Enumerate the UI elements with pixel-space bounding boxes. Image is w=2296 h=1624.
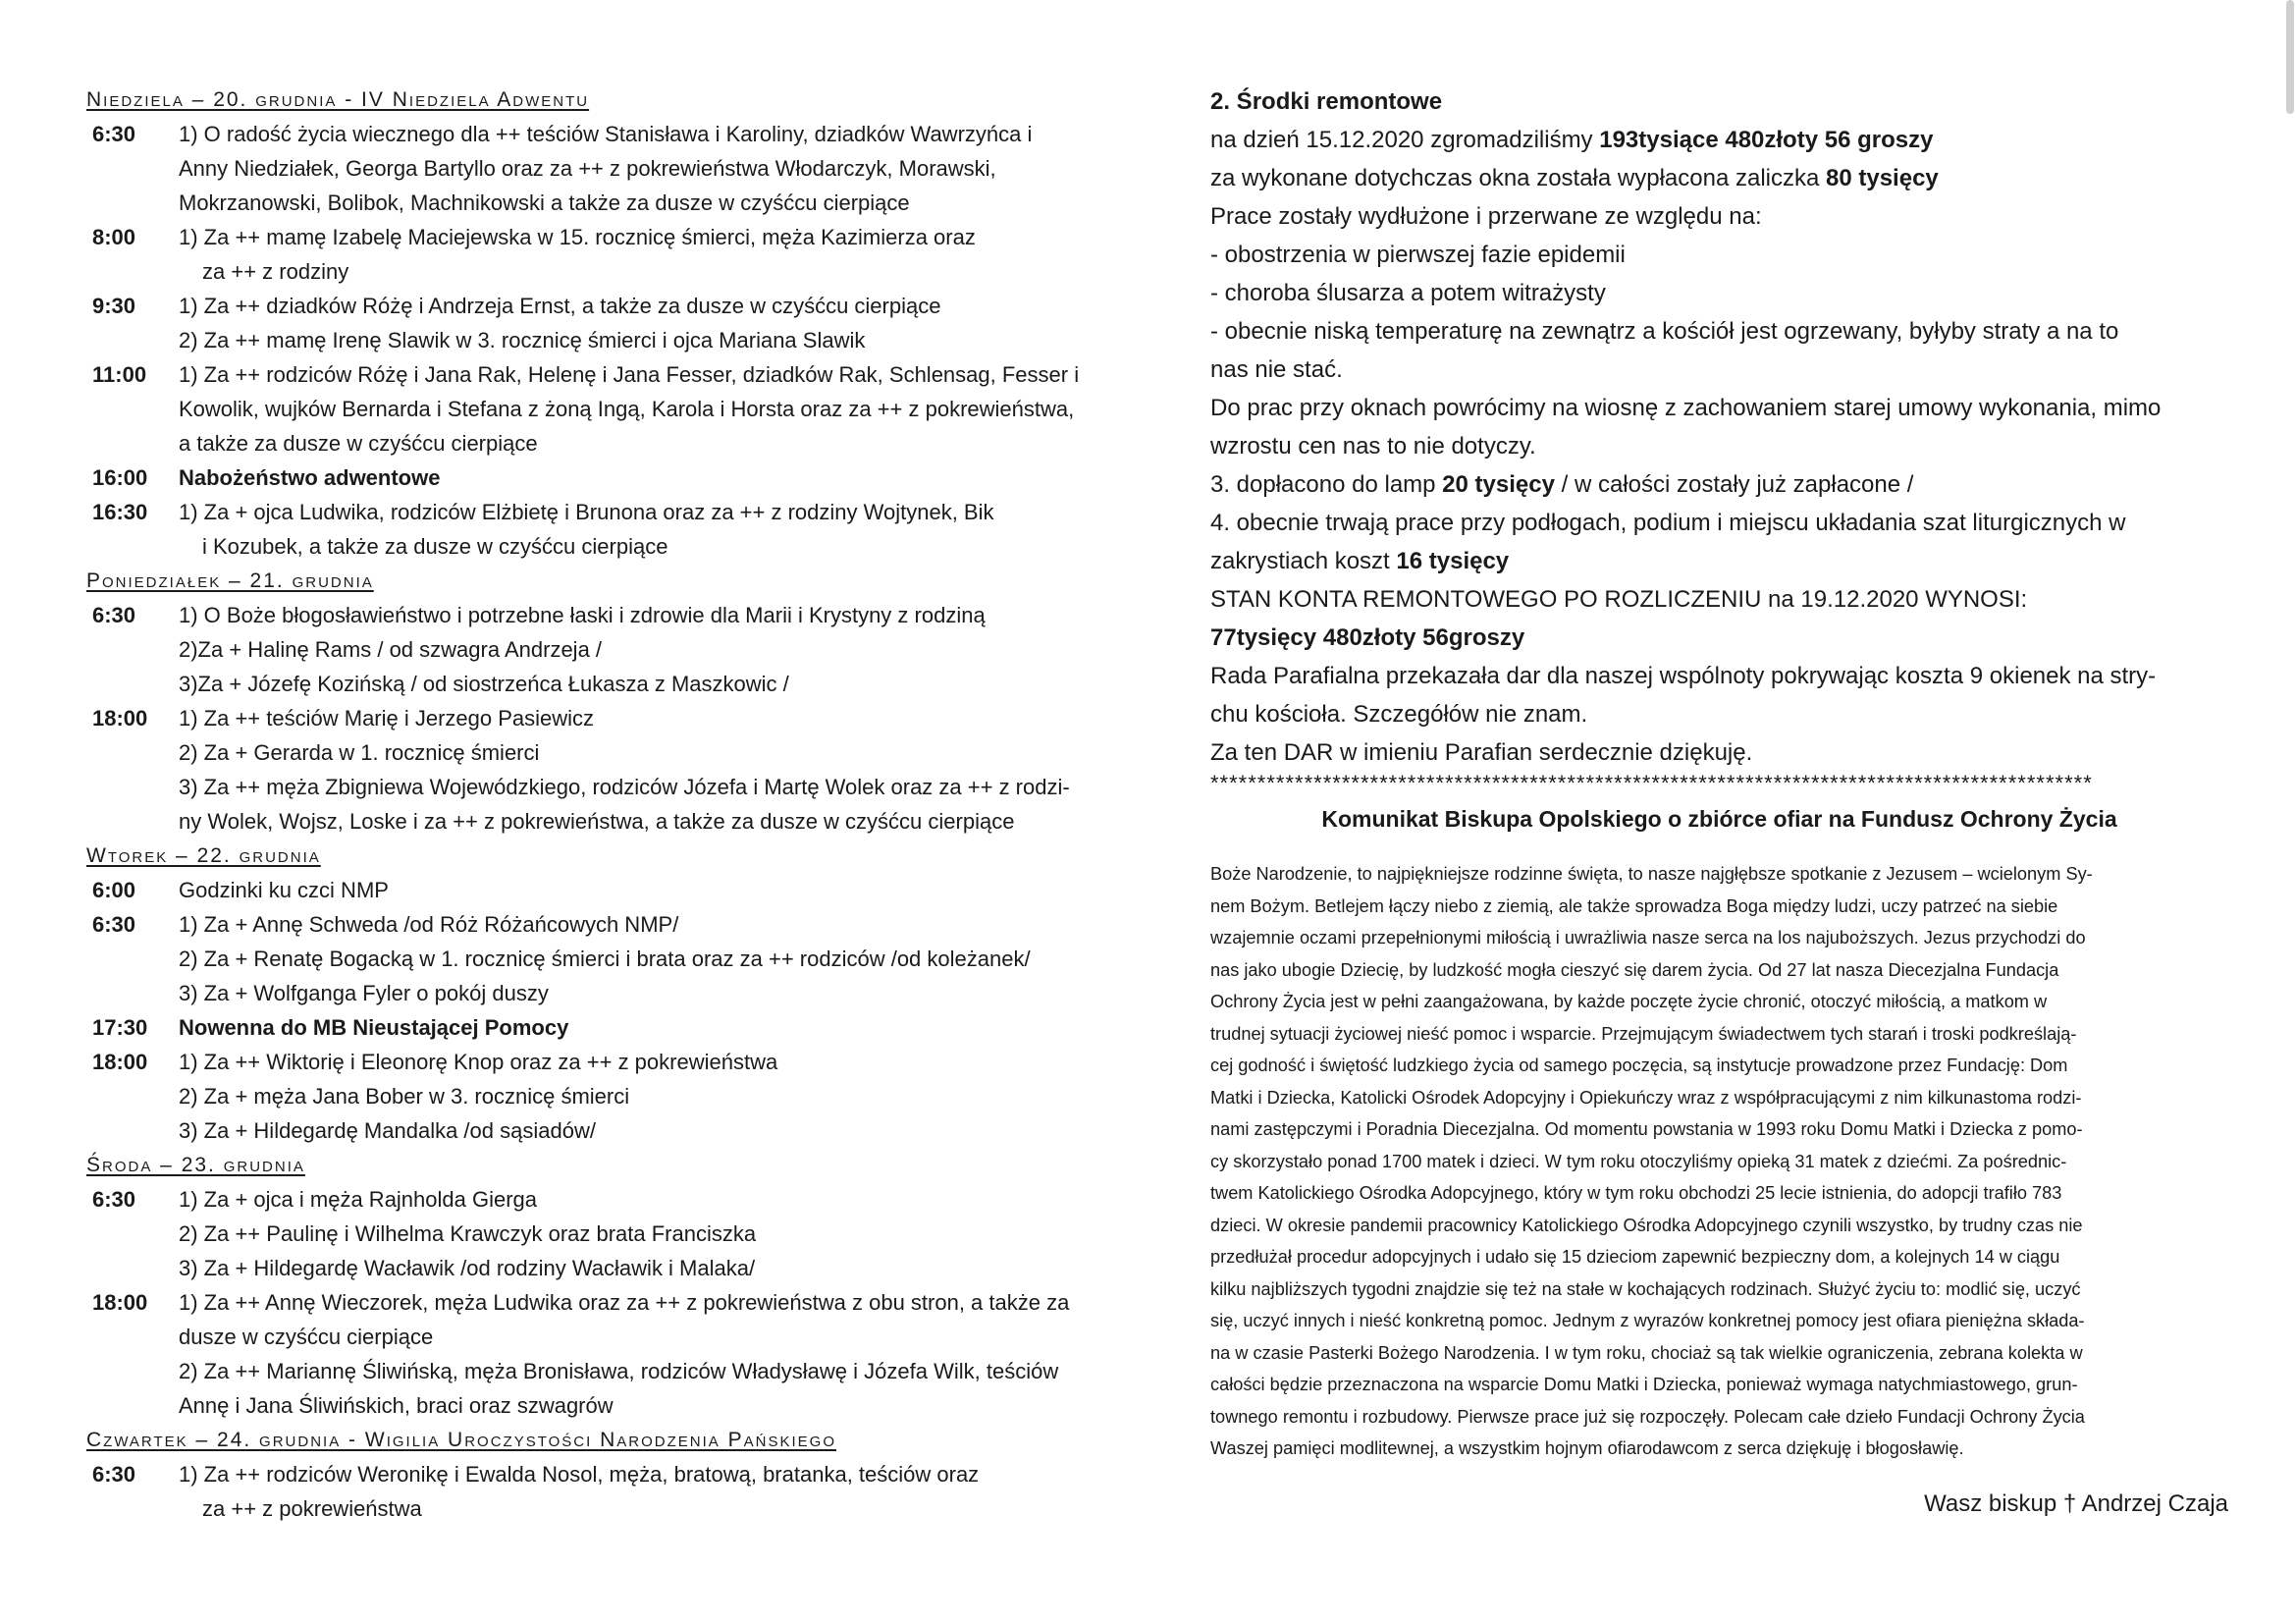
intention-line: 3)Za + Józefę Kozińską / od siostrzeńca Łukasza z Maszkowic / (179, 672, 789, 696)
mass-time: 17:30 (92, 1015, 148, 1040)
renovation-text: za wykonane dotychczas okna została wypłacona zaliczka (1210, 165, 1826, 191)
mass-entry (86, 701, 1119, 839)
intention-line: 1) Za ++ mamę Izabelę Maciejewska w 15. rocznicę śmierci, męża Kazimierza oraz (179, 225, 976, 249)
renovation-section (1210, 82, 2228, 772)
mass-entry (86, 357, 1119, 460)
renovation-line (1210, 695, 2228, 733)
renovation-text: - obostrzenia w pierwszej fazie epidemii (1210, 242, 1626, 268)
renovation-line (1210, 197, 2228, 236)
mass-time: 6:30 (92, 1462, 136, 1487)
renovation-line (1210, 389, 2228, 427)
mass-time: 6:30 (92, 1187, 136, 1212)
intention-line: 2) Za ++ mamę Irenę Slawik w 3. rocznicę śmierci i ojca Mariana Slawik (179, 328, 866, 352)
communique-line: Boże Narodzenie, to najpiękniejsze rodzinne święta, to nasze najgłębsze spotkanie z Jezusem – wcielonym Sy- (1210, 864, 2093, 884)
renovation-line (1210, 619, 2228, 657)
mass-entry (86, 907, 1119, 1010)
renovation-text: Rada Parafialna przekazała dar dla naszej wspólnoty pokrywając koszta 9 okienek na stry- (1210, 663, 2157, 689)
intention-line: 2) Za ++ Mariannę Śliwińską, męża Bronisława, rodziców Władysławę i Józefa Wilk, teściów (179, 1359, 1059, 1383)
mass-intentions (179, 495, 1119, 564)
communique-line: kilku najbliższych tygodni znajdzie się też na stałe w kochających rodzinach. Służyć życiu to: modlić się, uczyć (1210, 1278, 2081, 1299)
mass-intentions (179, 598, 1119, 701)
intention-line: 2) Za ++ Paulinę i Wilhelma Krawczyk oraz brata Franciszka (179, 1221, 757, 1246)
intention-line: Godzinki ku czci NMP (179, 878, 389, 902)
renovation-text: - choroba ślusarza a potem witrażysty (1210, 280, 1606, 306)
communique-title: Komunikat Biskupa Opolskiego o zbiórce ofiar na Fundusz Ochrony Życia (1321, 806, 2117, 832)
communique-line: Ochrony Życia jest w pełni zaangażowana, by każde poczęte życie chronić, otoczyć miłością, a matkom w (1210, 992, 2048, 1011)
intention-line: 1) Za + ojca i męża Rajnholda Gierga (179, 1187, 538, 1212)
communique-line: całości będzie przeznaczona na wsparcie Domu Matki i Dziecka, ponieważ wymaga natychmiastowego, grun- (1210, 1375, 2078, 1394)
renovation-line (1210, 82, 2228, 121)
renovation-text: Za ten DAR w imieniu Parafian serdecznie dziękuję. (1210, 739, 1753, 766)
intention-line: 1) Za ++ Annę Wieczorek, męża Ludwika oraz za ++ z pokrewieństwa z obu stron, a także za (179, 1290, 1070, 1315)
renovation-text: wzrostu cen nas to nie dotyczy. (1210, 433, 1536, 460)
renovation-line (1210, 312, 2228, 351)
intention-line: 2) Za + Gerarda w 1. rocznicę śmierci (179, 740, 540, 765)
renovation-amount: 20 tysięcy (1442, 471, 1555, 498)
intention-line: 1) Za + ojca Ludwika, rodziców Elżbietę i Brunona oraz za ++ z rodziny Wojtynek, Bik (179, 500, 994, 524)
renovation-line (1210, 236, 2228, 274)
mass-entry (86, 598, 1119, 701)
mass-time: 6:30 (92, 912, 136, 937)
renovation-text: nas nie stać. (1210, 356, 1343, 383)
mass-intentions (179, 1182, 1119, 1285)
intention-line: 1) Za ++ rodziców Różę i Jana Rak, Helenę i Jana Fesser, dziadków Rak, Schlensag, Fesser i (179, 362, 1080, 387)
intention-line: 3) Za + Wolfganga Fyler o pokój duszy (179, 981, 549, 1005)
renovation-text: 3. dopłacono do lamp (1210, 471, 1443, 498)
renovation-amount: 16 tysięcy (1396, 548, 1510, 574)
intention-line: Mokrzanowski, Bolibok, Machnikowski a także za dusze w czyśćcu cierpiące (179, 190, 910, 215)
renovation-amount: 77tysięcy 480złoty 56groszy (1210, 624, 1525, 651)
mass-entry (86, 460, 1119, 495)
intention-line: 1) O radość życia wiecznego dla ++ teściów Stanisława i Karoliny, dziadków Wawrzyńca i (179, 122, 1033, 146)
renovation-text: zakrystiach koszt (1210, 548, 1397, 574)
renovation-line (1210, 465, 2228, 504)
intention-line: 1) Za ++ Wiktorię i Eleonorę Knop oraz za ++ z pokrewieństwa (179, 1050, 778, 1074)
mass-entry (86, 117, 1119, 220)
communique-line: przedłużał procedur adopcyjnych i udało się 15 dzieciom zapewnić bezpieczny dom, a kolejnych 14 w ciągu (1210, 1247, 2060, 1267)
mass-time: 8:00 (92, 225, 136, 249)
renovation-text: chu kościoła. Szczegółów nie znam. (1210, 701, 1588, 728)
intention-line: Nowenna do MB Nieustającej Pomocy (179, 1015, 569, 1040)
mass-time: 16:30 (92, 500, 148, 524)
intention-line: 1) Za ++ dziadków Różę i Andrzeja Ernst, a także za dusze w czyśćcu cierpiące (179, 294, 941, 318)
mass-entry (86, 289, 1119, 357)
intention-line: Anny Niedziałek, Georga Bartyllo oraz za ++ z pokrewieństwa Włodarczyk, Morawski, (179, 156, 996, 181)
renovation-text: - obecnie niską temperaturę na zewnątrz a kościół jest ogrzewany, byłyby straty a na to (1210, 318, 2119, 345)
renovation-text: Do prac przy oknach powrócimy na wiosnę z zachowaniem starej umowy wykonania, mimo (1210, 395, 2162, 421)
mass-time: 18:00 (92, 706, 148, 731)
renovation-text: na dzień 15.12.2020 zgromadziliśmy (1210, 127, 1600, 153)
intention-line: 3) Za + Hildegardę Mandalka /od sąsiadów/ (179, 1118, 596, 1143)
mass-intentions (179, 1457, 1119, 1526)
communique-line: wzajemnie oczami przepełnionymi miłością i uwrażliwia nasze serca na los najuboższych. Jezus przychodzi do (1210, 928, 2086, 947)
mass-intentions (179, 873, 1119, 907)
renovation-text: STAN KONTA REMONTOWEGO PO ROZLICZENIU na 19.12.2020 WYNOSI: (1210, 586, 2028, 613)
renovation-line (1210, 351, 2228, 389)
communique-line: nami zastępczymi i Poradnia Diecezjalna. Od momentu powstania w 1993 roku Domu Matki i Dziecka z pomo- (1210, 1119, 2083, 1139)
renovation-line (1210, 427, 2228, 465)
day-header: Środa – 23. grudnia (86, 1154, 305, 1176)
mass-time: 9:30 (92, 294, 136, 318)
mass-time: 11:00 (92, 362, 147, 387)
intention-line: Kowolik, wujków Bernarda i Stefana z żoną Ingą, Karola i Horsta oraz za ++ z pokrewieństwa, (179, 397, 1075, 421)
communique-line: dzieci. W okresie pandemii pracownicy Katolickiego Ośrodka Adopcyjnego czynili wszystko, by trudny czas nie (1210, 1215, 2083, 1235)
mass-intentions (179, 1285, 1119, 1423)
renovation-line (1210, 274, 2228, 312)
mass-schedule (86, 82, 1119, 1526)
intention-line: a także za dusze w czyśćcu cierpiące (179, 431, 538, 456)
communique-line: nem Bożym. Betlejem łączy niebo z ziemią, ale także sprowadza Boga między ludzi, uczy patrzeć na siebie (1210, 895, 2058, 916)
communique-line: trudnej sytuacji życiowej nieść pomoc i wsparcie. Przejmującym świadectwem tych starań i troski podkreślają- (1210, 1023, 2077, 1044)
scrollbar[interactable] (2282, 0, 2296, 1624)
mass-time: 16:00 (92, 465, 148, 490)
mass-entry (86, 1285, 1119, 1423)
mass-intentions (179, 117, 1119, 220)
renovation-text: 4. obecnie trwają prace przy podłogach, podium i miejscu układania szat liturgicznych w (1210, 510, 2126, 536)
renovation-amount: 193tysiące 480złoty 56 groszy (1599, 127, 1934, 153)
renovation-line (1210, 121, 2228, 159)
intention-line: ny Wolek, Wojsz, Loske i za ++ z pokrewieństwa, a także za dusze w czyśćcu cierpiące (179, 809, 1015, 834)
intention-line: 2)Za + Halinę Rams / od szwagra Andrzeja / (179, 637, 603, 662)
renovation-text: / w całości zostały już zapłacone / (1554, 471, 1914, 498)
mass-intentions (179, 220, 1119, 289)
renovation-line (1210, 733, 2228, 772)
communique-line: townego remontu i rozbudowy. Pierwsze prace już się rozpoczęły. Polecam całe dzieło Fundacji Ochrony Życia (1210, 1406, 2085, 1427)
mass-entry (86, 1010, 1119, 1045)
communique-line: cy skorzystało ponad 1700 matek i dzieci. W tym roku otoczyliśmy opieką 31 matek z dziećmi. Za pośrednic- (1210, 1151, 2067, 1171)
communique-line: cej godność i świętość ludzkiego życia od samego poczęcia, są instytucje prowadzone przez Fundację: Dom (1210, 1056, 2068, 1075)
renovation-amount: 80 tysięcy (1826, 165, 1939, 191)
communique-line: twem Katolickiego Ośrodka Adopcyjnego, który w tym roku obchodzi 25 lecie istnienia, do adopcji trafiło 783 (1210, 1183, 2062, 1203)
communique-line: na w czasie Pasterki Bożego Narodzenia. I w tym roku, chociaż są tak wielkie ograniczenia, zebrana kolekta w (1210, 1342, 2083, 1363)
renovation-amount: 2. Środki remontowe (1210, 88, 1443, 115)
mass-intentions (179, 1010, 1119, 1045)
mass-entry (86, 1182, 1119, 1285)
communique-line: Waszej pamięci modlitewnej, a wszystkim hojnym ofiarodawcom z serca dziękuję i błogosławię. (1210, 1438, 1964, 1458)
mass-entry (86, 1457, 1119, 1526)
intention-line: 3) Za + Hildegardę Wacławik /od rodziny Wacławik i Malaka/ (179, 1256, 756, 1280)
mass-entry (86, 220, 1119, 289)
renovation-line (1210, 542, 2228, 580)
intention-line: 1) O Boże błogosławieństwo i potrzebne łaski i zdrowie dla Marii i Krystyny z rodziną (179, 603, 986, 627)
separator-stars: ********************************************************************************************** (1210, 772, 2093, 795)
mass-time: 6:30 (92, 603, 136, 627)
day-header: Czwartek – 24. grudnia - Wigilia Uroczystości Narodzenia Pańskiego (86, 1429, 836, 1451)
intention-line: Nabożeństwo adwentowe (179, 465, 441, 490)
communique-line: się, uczyć innych i nieść konkretną pomoc. Jednym z wyrazów konkretnej pomocy jest ofiara pieniężna składa- (1210, 1311, 2085, 1330)
mass-entry (86, 873, 1119, 907)
intention-line: 1) Za + Annę Schweda /od Róż Różańcowych NMP/ (179, 912, 679, 937)
communique-line: Matki i Dziecka, Katolicki Ośrodek Adopcyjny i Opiekuńczy wraz z współpracującymi z nim kilkunastoma rodzi- (1210, 1087, 2082, 1108)
renovation-text: Prace zostały wydłużone i przerwane ze względu na: (1210, 203, 1762, 230)
bishop-signature: Wasz biskup † Andrzej Czaja (1924, 1489, 2228, 1517)
day-header: Poniedziałek – 21. grudnia (86, 569, 374, 592)
mass-intentions (179, 460, 1119, 495)
mass-intentions (179, 907, 1119, 1010)
renovation-line (1210, 159, 2228, 197)
intention-line: za ++ z rodziny (202, 259, 349, 284)
renovation-line (1210, 657, 2228, 695)
intention-line: Annę i Jana Śliwińskich, braci oraz szwagrów (179, 1393, 614, 1418)
mass-intentions (179, 289, 1119, 357)
intention-line: 3) Za ++ męża Zbigniewa Wojewódzkiego, rodziców Józefa i Martę Wolek oraz za ++ z rodzi- (179, 775, 1070, 799)
intention-line: 1) Za ++ rodziców Weronikę i Ewalda Nosol, męża, bratową, bratanka, teściów oraz (179, 1462, 980, 1487)
mass-time: 18:00 (92, 1290, 148, 1315)
scrollbar-thumb[interactable] (2286, 0, 2294, 114)
mass-time: 6:30 (92, 122, 136, 146)
day-header: Niedziela – 20. grudnia - IV Niedziela Adwentu (86, 88, 590, 111)
intention-line: 2) Za + Renatę Bogacką w 1. rocznicę śmierci i brata oraz za ++ rodziców /od koleżanek/ (179, 947, 1031, 971)
mass-intentions (179, 701, 1119, 839)
communique-body (1210, 858, 2228, 1465)
intention-line: 1) Za ++ teściów Marię i Jerzego Pasiewicz (179, 706, 595, 731)
renovation-line (1210, 504, 2228, 542)
mass-time: 18:00 (92, 1050, 148, 1074)
communique-line: nas jako ubogie Dziecię, by ludzkość mogła cieszyć się darem życia. Od 27 lat nasza Diecezjalna Fundacja (1210, 959, 2059, 980)
mass-intentions (179, 357, 1119, 460)
intention-line: dusze w czyśćcu cierpiące (179, 1325, 434, 1349)
day-header: Wtorek – 22. grudnia (86, 844, 321, 867)
mass-entry (86, 1045, 1119, 1148)
intention-line: 2) Za + męża Jana Bober w 3. rocznicę śmierci (179, 1084, 630, 1109)
intention-line: za ++ z pokrewieństwa (202, 1496, 422, 1521)
intention-line: i Kozubek, a także za dusze w czyśćcu cierpiące (202, 534, 668, 559)
mass-time: 6:00 (92, 878, 136, 902)
renovation-line (1210, 580, 2228, 619)
right-column (1210, 82, 2228, 1522)
mass-intentions (179, 1045, 1119, 1148)
mass-entry (86, 495, 1119, 564)
